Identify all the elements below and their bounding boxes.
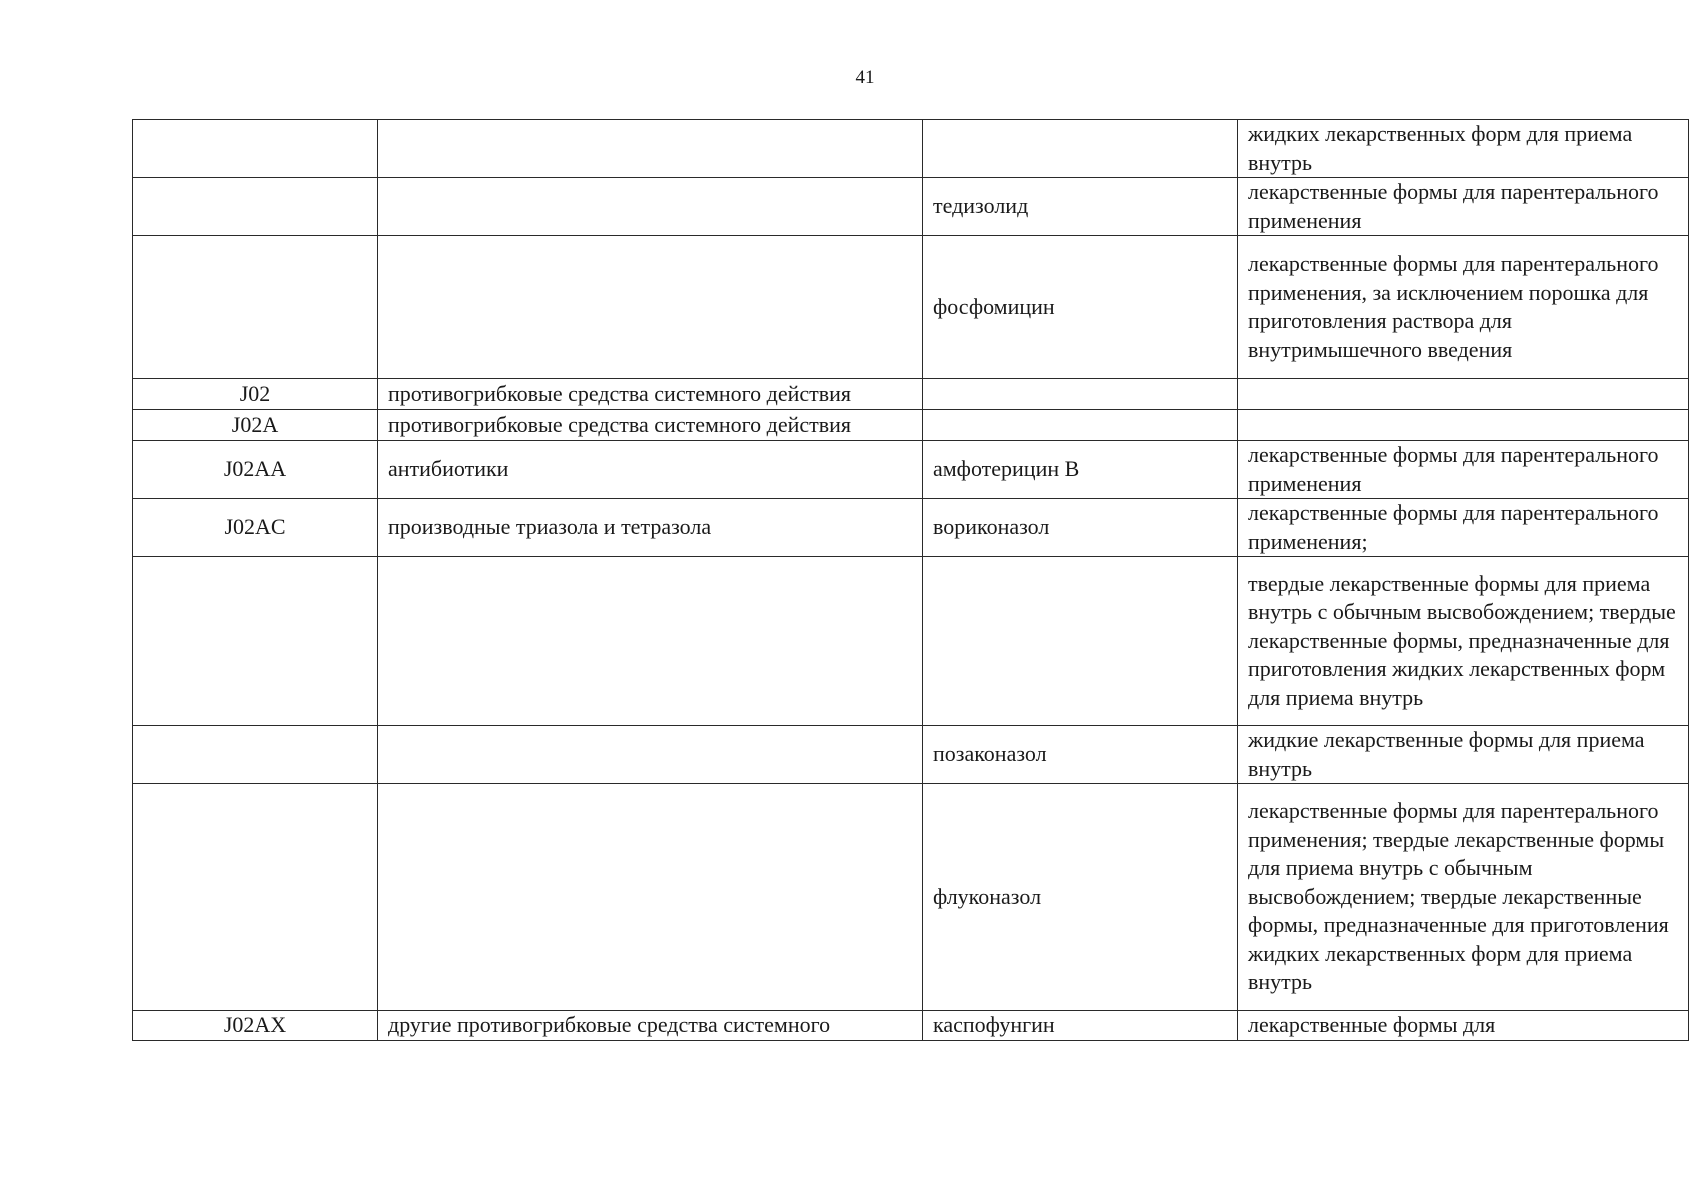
table-row: [133, 726, 1689, 784]
drug-name-cell: амфотерицин B: [923, 441, 1238, 499]
table-row: [133, 557, 1689, 726]
table-row: [133, 410, 1689, 441]
atc-code-cell: J02A: [133, 410, 378, 441]
atc-code-cell: [133, 557, 378, 726]
dosage-forms-cell: жидкие лекарственные формы для приема внутрь: [1238, 726, 1689, 784]
drug-name-cell: [923, 379, 1238, 410]
table-row: [133, 236, 1689, 379]
group-name-cell: противогрибковые средства системного действия: [378, 410, 923, 441]
drug-name-cell: [923, 410, 1238, 441]
drug-name-cell: флуконазол: [923, 784, 1238, 1011]
atc-code-cell: [133, 120, 378, 178]
group-name-cell: другие противогрибковые средства системного: [378, 1011, 923, 1041]
atc-code-cell: J02AC: [133, 499, 378, 557]
dosage-forms-cell: твердые лекарственные формы для приема внутрь с обычным высвобождением; твердые лекарственные формы, предназначенные для приготовления жидких лекарственных форм для приема внутрь: [1238, 557, 1689, 726]
dosage-forms-cell: лекарственные формы для парентерального применения; твердые лекарственные формы для приема внутрь с обычным высвобождением; твердые лекарственные формы, предназначенные для приготовления жидких лекарственных форм для приема внутрь: [1238, 784, 1689, 1011]
group-name-cell: [378, 726, 923, 784]
dosage-forms-cell: [1238, 379, 1689, 410]
group-name-cell: противогрибковые средства системного действия: [378, 379, 923, 410]
table-row: [133, 379, 1689, 410]
drug-name-cell: [923, 120, 1238, 178]
table-row: [133, 178, 1689, 236]
group-name-cell: [378, 178, 923, 236]
atc-code-cell: [133, 178, 378, 236]
drug-name-cell: каспофунгин: [923, 1011, 1238, 1041]
dosage-forms-cell: лекарственные формы для парентерального применения: [1238, 178, 1689, 236]
dosage-forms-cell: [1238, 410, 1689, 441]
group-name-cell: [378, 557, 923, 726]
group-name-cell: [378, 120, 923, 178]
drug-name-cell: тедизолид: [923, 178, 1238, 236]
dosage-forms-cell: жидких лекарственных форм для приема внутрь: [1238, 120, 1689, 178]
atc-code-cell: [133, 726, 378, 784]
drug-name-cell: [923, 557, 1238, 726]
atc-code-cell: [133, 236, 378, 379]
dosage-forms-cell: лекарственные формы для парентерального применения;: [1238, 499, 1689, 557]
drug-table: [132, 119, 1689, 1041]
group-name-cell: [378, 236, 923, 379]
drug-name-cell: позаконазол: [923, 726, 1238, 784]
table-row: [133, 120, 1689, 178]
group-name-cell: производные триазола и тетразола: [378, 499, 923, 557]
dosage-forms-cell: лекарственные формы для парентерального применения: [1238, 441, 1689, 499]
table-row: [133, 441, 1689, 499]
atc-code-cell: J02AX: [133, 1011, 378, 1041]
drug-name-cell: вориконазол: [923, 499, 1238, 557]
atc-code-cell: J02: [133, 379, 378, 410]
table-row: [133, 784, 1689, 1011]
group-name-cell: антибиотики: [378, 441, 923, 499]
table-row: [133, 1011, 1689, 1041]
dosage-forms-cell: лекарственные формы для: [1238, 1011, 1689, 1041]
table-row: [133, 499, 1689, 557]
group-name-cell: [378, 784, 923, 1011]
dosage-forms-cell: лекарственные формы для парентерального применения, за исключением порошка для приготовления раствора для внутримышечного введения: [1238, 236, 1689, 379]
page-number: 41: [855, 67, 875, 88]
drug-name-cell: фосфомицин: [923, 236, 1238, 379]
atc-code-cell: J02AA: [133, 441, 378, 499]
atc-code-cell: [133, 784, 378, 1011]
